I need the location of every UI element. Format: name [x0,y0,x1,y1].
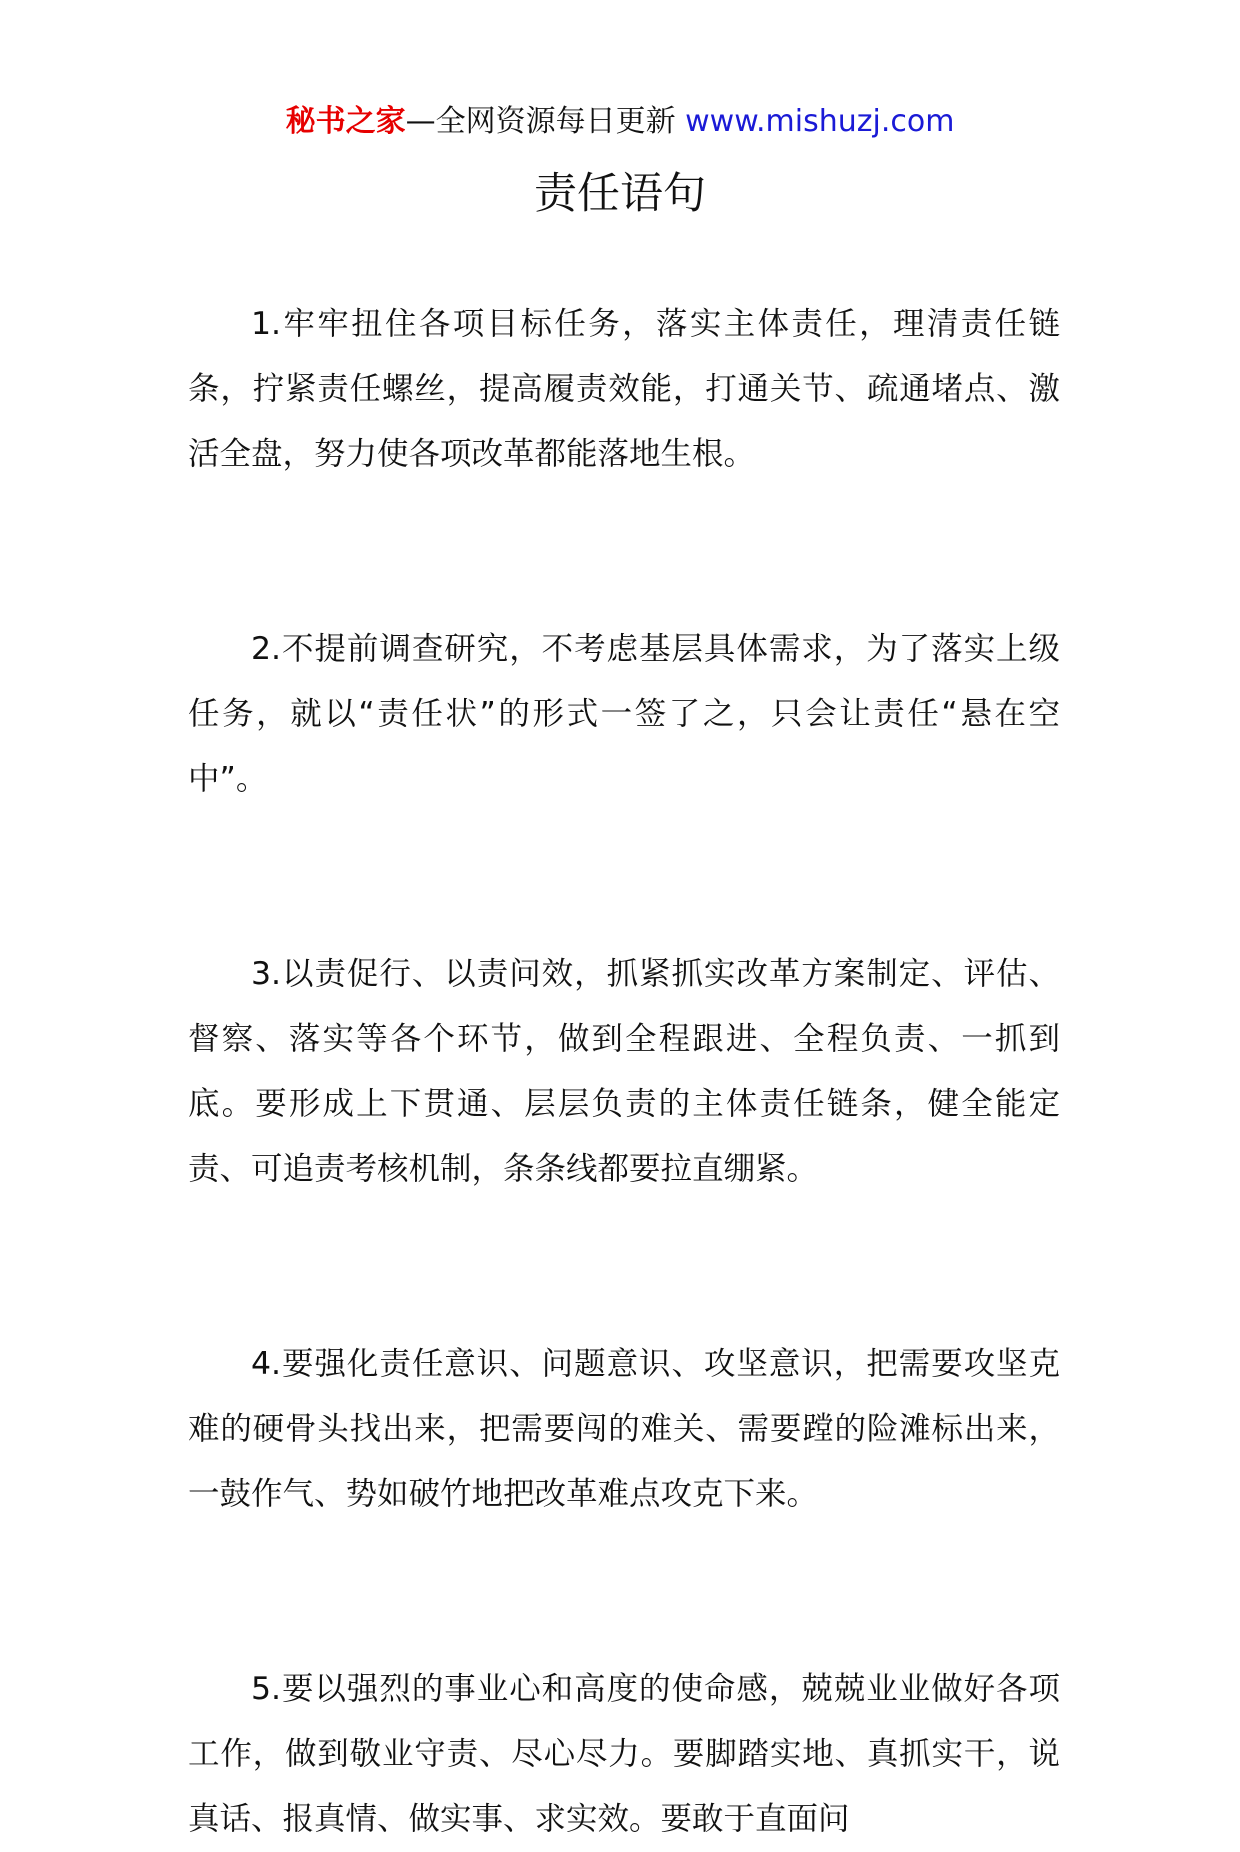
page-title: 责任语句 [534,169,706,219]
paragraph-4: 4.要强化责任意识、问题意识、攻坚意识，把需要攻坚克难的硬骨头找出来，把需要闯的难关、需要蹚的险滩标出来，一鼓作气、势如破竹地把改革难点攻克下来。 [188,1346,1060,1512]
header-tagline: —全网资源每日更新 [405,104,686,139]
paragraph-1: 1.牢牢扭住各项目标任务，落实主体责任，理清责任链条，拧紧责任螺丝，提高履责效能，打通关节、疏通堵点、激活全盘，努力使各项改革都能落地生根。 [188,306,1060,472]
paragraph-2: 2.不提前调查研究，不考虑基层具体需求，为了落实上级任务，就以“责任状”的形式一签了之，只会让责任“悬在空中”。 [188,631,1060,797]
paragraph-5: 5.要以强烈的事业心和高度的使命感，兢兢业业做好各项工作，做到敬业守责、尽心尽力。要脚踏实地、真抓实干，说真话、报真情、做实事、求实效。要敢于直面问 [188,1671,1060,1837]
site-header [0,100,1240,144]
paragraph-3: 3.以责促行、以责问效，抓紧抓实改革方案制定、评估、督察、落实等各个环节，做到全程跟进、全程负责、一抓到底。要形成上下贯通、层层负责的主体责任链条，健全能定责、可追责考核机制，条条线都要拉直绷紧。 [188,956,1060,1187]
brand-name: 秘书之家 [285,104,406,139]
document-body [188,292,1060,1852]
site-url-link[interactable]: www.mishuzj.com [685,104,955,139]
